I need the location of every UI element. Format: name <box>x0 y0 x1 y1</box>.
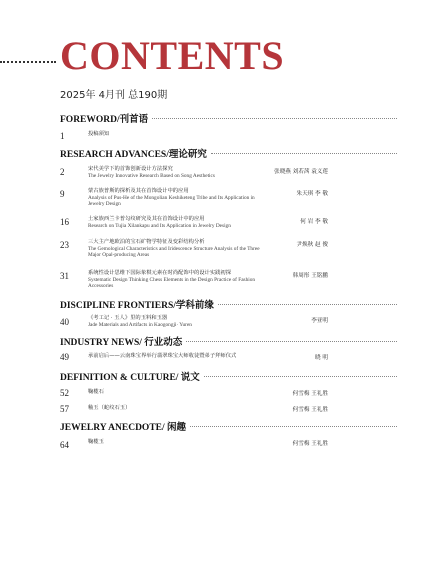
toc-entry[interactable] <box>88 131 260 138</box>
entry-authors: 韩周彤 王铭鹏 <box>292 273 328 279</box>
entry-authors: 何雪梅 王礼胜 <box>292 441 328 447</box>
section-heading <box>60 419 397 433</box>
section-label: DISCIPLINE FRONTIERS/学科前缘 <box>60 301 214 311</box>
section-dotted-rule <box>218 304 397 305</box>
section-label: RESEARCH ADVANCES/理论研究 <box>60 150 207 160</box>
entry-page-number: 2 <box>60 167 65 177</box>
entry-page-number: 31 <box>60 271 69 281</box>
entry-page-number: 16 <box>60 217 69 227</box>
entry-title-en: Jade Materials and Artifacts in Kaogongji· Yuren <box>88 322 192 328</box>
page-title: CONTENTS <box>60 33 285 78</box>
entry-title-cn: 投稿须知 <box>88 131 110 137</box>
entry-authors: 尹焕秋 赵 俊 <box>296 242 328 248</box>
toc-entry[interactable] <box>88 439 260 446</box>
section-dotted-rule <box>211 153 397 154</box>
entry-page-number: 40 <box>60 317 69 327</box>
entry-title-cn: 鞠榄石 <box>88 389 104 395</box>
entry-title-en: The Gemological Characteristics and Iridescence Structure Analysis of the Three Major Opal-producing Areas <box>88 246 260 258</box>
entry-page-number: 1 <box>60 131 65 141</box>
toc-entry[interactable] <box>88 166 260 179</box>
entry-authors: 何 岩 李 敬 <box>300 219 328 225</box>
toc-entry[interactable] <box>88 315 260 328</box>
section-heading <box>60 297 397 311</box>
section-heading <box>60 369 397 383</box>
entry-title-cn: 蒙古族普斯的探析及其在首饰设计中的应用 <box>88 188 189 194</box>
entry-title-cn: 《考工记 · 玉人》里的玉料和玉器 <box>88 315 168 321</box>
entry-page-number: 49 <box>60 352 69 362</box>
section-dotted-rule <box>186 341 397 342</box>
entry-title-en: Analysis of Pus-He of the Mongolian Keshiketeng Tribe and Its Application in Jewelry Design <box>88 195 255 207</box>
entry-page-number: 52 <box>60 388 69 398</box>
entry-title-cn: 系统性设计思维下国际象棋元素在时尚配饰中的设计实践初探 <box>88 270 232 276</box>
entry-page-number: 23 <box>60 240 69 250</box>
entry-page-number: 64 <box>60 440 69 450</box>
entry-title-en: Research on Tujia Xilankapu and Its Application in Jewelry Design <box>88 223 231 229</box>
section-dotted-rule <box>152 118 397 119</box>
toc-entry[interactable] <box>88 353 260 360</box>
entry-title-cn: 宋代美学下的首饰创新设计方法探究 <box>88 166 173 172</box>
issue-info: 2025年 4月刊 总190期 <box>60 90 168 101</box>
section-label: INDUSTRY NEWS/ 行业动态 <box>60 338 183 348</box>
entry-authors: 张晓燕 刘若茜 袁义莲 <box>274 169 328 175</box>
entry-authors: 何雪梅 王礼胜 <box>292 391 328 397</box>
section-heading <box>60 111 397 125</box>
section-label: JEWELRY ANECDOTE/ 闲趣 <box>60 423 187 433</box>
toc-entry[interactable] <box>88 389 260 396</box>
section-dotted-rule <box>190 426 397 427</box>
entry-title-cn: 土家族西兰卡普勾纹研究及其在首饰设计中的应用 <box>88 216 205 222</box>
section-label: FOREWORD/刊首语 <box>60 115 149 125</box>
entry-authors: 晓 明 <box>315 355 328 361</box>
toc-entry[interactable] <box>88 405 260 412</box>
section-label: DEFINITION & CULTURE/ 说文 <box>60 373 200 383</box>
toc-entry[interactable] <box>88 270 260 289</box>
section-dotted-rule <box>204 376 397 377</box>
entry-page-number: 9 <box>60 189 65 199</box>
toc-entry[interactable] <box>88 239 260 258</box>
toc-entry[interactable] <box>88 188 260 207</box>
entry-title-en: Systematic Design Thinking Chess Elements in the Design Practice of Fashion Accessories <box>88 277 256 289</box>
entry-authors: 朱天琪 李 敬 <box>296 191 328 197</box>
entry-title-cn: 承前启后——云南珠宝界举行翡翠珠宝大师收徒暨弟子拜师仪式 <box>88 353 237 359</box>
entry-title-cn: 三大主产地欧泊的宝石矿物学特征及变彩结构分析 <box>88 239 205 245</box>
section-heading <box>60 146 397 160</box>
entry-title-cn: 鞠榄玉 <box>88 439 104 445</box>
toc-entry[interactable] <box>88 216 260 229</box>
section-heading <box>60 334 397 348</box>
entry-page-number: 57 <box>60 404 69 414</box>
decorative-dotted-rule <box>0 61 56 63</box>
entry-authors: 李亚明 <box>311 318 328 324</box>
entry-title-en: The Jewelry Innovative Research Based on Song Aesthetics <box>88 173 215 179</box>
entry-title-cn: 釉玉（蛇纹石玉） <box>88 405 131 411</box>
entry-authors: 何雪梅 王礼胜 <box>292 407 328 413</box>
